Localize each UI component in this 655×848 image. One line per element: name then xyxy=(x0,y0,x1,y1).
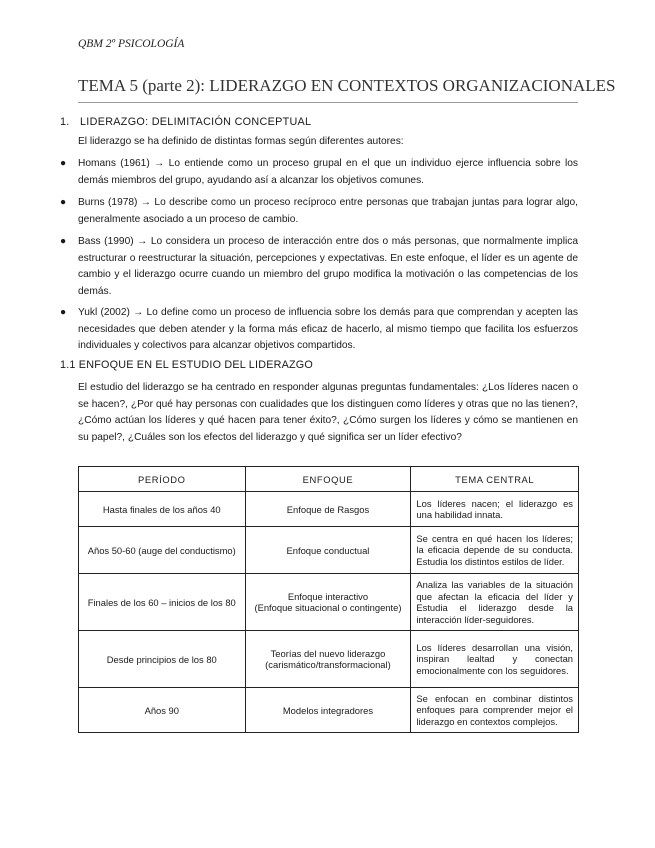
cell-periodo: Años 90 xyxy=(79,688,246,733)
enfoque-name: Modelos integradores xyxy=(282,704,374,716)
cell-periodo: Desde principios de los 80 xyxy=(79,631,246,688)
cell-enfoque xyxy=(245,688,411,733)
cell-enfoque xyxy=(245,574,411,631)
enfoque-name: Teorías del nuevo liderazgo xyxy=(270,648,386,659)
bullet-marker: ● xyxy=(60,236,67,247)
table-row xyxy=(79,688,579,733)
table-row xyxy=(79,574,579,631)
subsection-heading: 1.1 ENFOQUE EN EL ESTUDIO DEL LIDERAZGO xyxy=(60,359,313,371)
column-header-periodo: PERÍODO xyxy=(79,467,246,492)
document-header-tag: QBM 2º PSICOLOGÍA xyxy=(78,38,185,50)
cell-tema-central: Los líderes nacen; el liderazgo es una habilidad innata. xyxy=(411,492,579,527)
enfoque-name: Enfoque interactivo xyxy=(287,591,369,602)
table-row xyxy=(79,492,579,527)
cell-tema-central: Se centra en qué hacen los líderes; la eficacia depende de su conducta. Estudia los distintos estilos de líder. xyxy=(411,527,579,574)
cell-periodo: Años 50-60 (auge del conductismo) xyxy=(79,527,246,574)
cell-periodo: Finales de los 60 – inicios de los 80 xyxy=(79,574,246,631)
bullet-marker: ● xyxy=(60,307,67,318)
bullet-text: Homans (1961) → Lo entiende como un proceso grupal en el que un individuo ejerce influencia sobre los demás miembros del grupo, ayudando así a alcanzar los objetivos comunes. xyxy=(78,158,578,186)
table-header-row xyxy=(79,467,579,492)
bullet-marker: ● xyxy=(60,197,67,208)
cell-periodo: Hasta finales de los años 40 xyxy=(79,492,246,527)
section-title: LIDERAZGO: DELIMITACIÓN CONCEPTUAL xyxy=(80,116,312,128)
column-header-tema-central: TEMA CENTRAL xyxy=(411,467,579,492)
bullet-text: Yukl (2002) → Lo define como un proceso de influencia sobre los demás para que comprendan y acepten las necesidades que deben atender y la forma más eficaz de hacerlo, al mismo tiempo que facilita los esfuerzos individuales y colectivos para alcanzar objetivos compartidos. xyxy=(78,307,578,351)
table-row xyxy=(79,527,579,574)
bullet-marker: ● xyxy=(60,158,67,169)
cell-enfoque xyxy=(245,527,411,574)
enfoque-name: Enfoque conductual xyxy=(286,544,370,556)
enfoque-name: Enfoque de Rasgos xyxy=(286,503,370,515)
cell-tema-central: Analiza las variables de la situación que afectan la eficacia del líder y Estudia el liderazgo desde la interacción líder-seguidores. xyxy=(411,574,579,631)
cell-tema-central: Se enfocan en combinar distintos enfoques para comprender mejor el liderazgo en contextos complejos. xyxy=(411,688,579,733)
document-title: TEMA 5 (parte 2): LIDERAZGO EN CONTEXTOS ORGANIZACIONALES xyxy=(78,76,578,103)
bullet-text: Burns (1978) → Lo describe como un proceso recíproco entre personas que trabajan juntas para lograr algo, generalmente asociado a un proceso de cambio. xyxy=(78,197,578,225)
section-heading xyxy=(60,116,311,128)
column-header-enfoque: ENFOQUE xyxy=(245,467,411,492)
cell-tema-central: Los líderes desarrollan una visión, inspiran lealtad y conectan emocionalmente con los seguidores. xyxy=(411,631,579,688)
table-row xyxy=(79,631,579,688)
section-number: 1. xyxy=(60,116,70,128)
cell-enfoque xyxy=(245,492,411,527)
enfoque-subtitle: (Enfoque situacional o contingente) xyxy=(254,602,402,613)
bullet-text: Bass (1990) → Lo considera un proceso de interacción entre dos o más personas, que normalmente implica estructurar o reestructurar la situación, percepciones y expectativas. En este enfoque, el líder es un agente de cambio y el liderazgo ocurre cuando un miembro del grupo modifica la motivación o las competencias de los demás. xyxy=(78,236,578,297)
enfoque-subtitle: (carismático/transformacional) xyxy=(265,659,391,670)
subsection-paragraph: El estudio del liderazgo se ha centrado en responder algunas preguntas fundamentales: ¿Los líderes nacen o se hacen?, ¿Por qué hay personas con cualidades que los distinguen como líderes y otras que no las tienen?, ¿Cómo actúan los líderes y qué hacen para tener éxito?, ¿Cómo surgen los líderes y cómo se mantienen en su papel?, ¿Cuáles son los efectos del liderazgo y qué significa ser un líder efectivo? xyxy=(78,382,578,443)
cell-enfoque xyxy=(245,631,411,688)
leadership-approaches-table xyxy=(78,466,579,733)
section-intro: El liderazgo se ha definido de distintas formas según diferentes autores: xyxy=(78,136,404,147)
